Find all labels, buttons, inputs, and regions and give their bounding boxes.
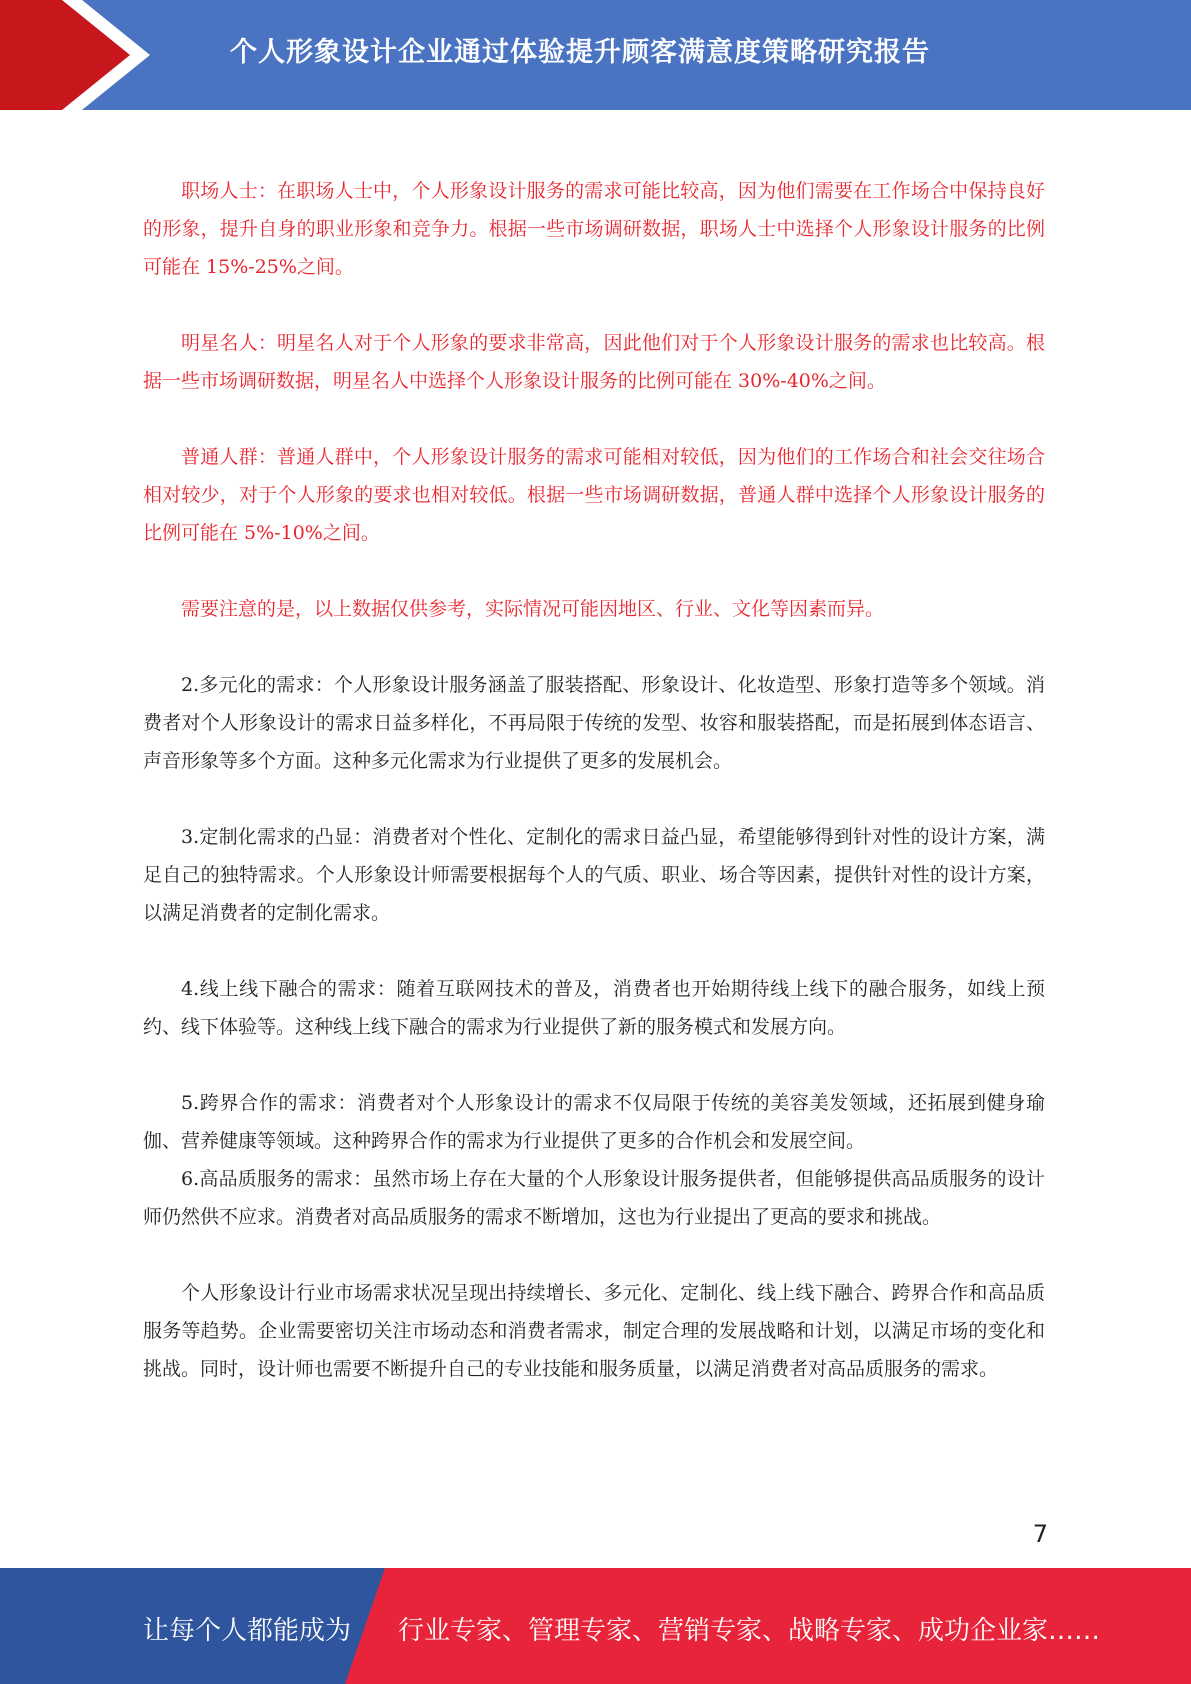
paragraph-summary: 个人形象设计行业市场需求状况呈现出持续增长、多元化、定制化、线上线下融合、跨界合作和高品质服务等趋势。企业需要密切关注市场动态和消费者需求，制定合理的发展战略和计划，以满足市场的变化和挑战。同时，设计师也需要不断提升自己的专业技能和服务质量，以满足消费者对高品质服务的需求。 [143, 1282, 1045, 1380]
header-title: 个人形象设计企业通过体验提升顾客满意度策略研究报告 [230, 37, 930, 68]
paragraph-professionals: 职场人士：在职场人士中，个人形象设计服务的需求可能比较高，因为他们需要在工作场合中保持良好的形象，提升自身的职业形象和竞争力。根据一些市场调研数据，职场人士中选择个人形象设计服务的比例可能在 15%-25%之间。 [143, 180, 1045, 278]
paragraph-celebrities: 明星名人：明星名人对于个人形象的要求非常高，因此他们对于个人形象设计服务的需求也比较高。根据一些市场调研数据，明星名人中选择个人形象设计服务的比例可能在 30%-40%之间。 [143, 332, 1045, 392]
paragraph-crossover-demand: 5.跨界合作的需求：消费者对个人形象设计的需求不仅局限于传统的美容美发领域，还拓展到健身瑜伽、营养健康等领域。这种跨界合作的需求为行业提供了更多的合作机会和发展空间。 [143, 1092, 1045, 1152]
paragraph-general-public: 普通人群：普通人群中，个人形象设计服务的需求可能相对较低，因为他们的工作场合和社会交往场合相对较少，对于个人形象的要求也相对较低。根据一些市场调研数据，普通人群中选择个人形象设计服务的比例可能在 5%-10%之间。 [143, 446, 1045, 544]
paragraph-high-quality-demand: 6.高品质服务的需求：虽然市场上存在大量的个人形象设计服务提供者，但能够提供高品质服务的设计师仍然供不应求。消费者对高品质服务的需求不断增加，这也为行业提出了更高的要求和挑战。 [143, 1168, 1045, 1228]
paragraph-note: 需要注意的是，以上数据仅供参考，实际情况可能因地区、行业、文化等因素而异。 [181, 598, 885, 620]
page-header [0, 0, 1191, 110]
footer-slogan-left: 让每个人都能成为 [143, 1616, 352, 1646]
paragraph-customized-demand: 3.定制化需求的凸显：消费者对个性化、定制化的需求日益凸显，希望能够得到针对性的设计方案，满足自己的独特需求。个人形象设计师需要根据每个人的气质、职业、场合等因素，提供针对性的设计方案，以满足消费者的定制化需求。 [143, 826, 1045, 924]
page-number: 7 [1032, 1520, 1048, 1548]
paragraph-online-offline-demand: 4.线上线下融合的需求：随着互联网技术的普及，消费者也开始期待线上线下的融合服务，如线上预约、线下体验等。这种线上线下融合的需求为行业提供了新的服务模式和发展方向。 [143, 978, 1045, 1038]
paragraph-diversified-demand: 2.多元化的需求：个人形象设计服务涵盖了服装搭配、形象设计、化妆造型、形象打造等多个领域。消费者对个人形象设计的需求日益多样化，不再局限于传统的发型、妆容和服装搭配，而是拓展到体态语言、声音形象等多个方面。这种多元化需求为行业提供了更多的发展机会。 [143, 674, 1045, 772]
page-footer [0, 1568, 1191, 1684]
footer-slogan-right: 行业专家、管理专家、营销专家、战略专家、成功企业家…… [398, 1616, 1101, 1646]
document-body [143, 172, 1045, 1388]
